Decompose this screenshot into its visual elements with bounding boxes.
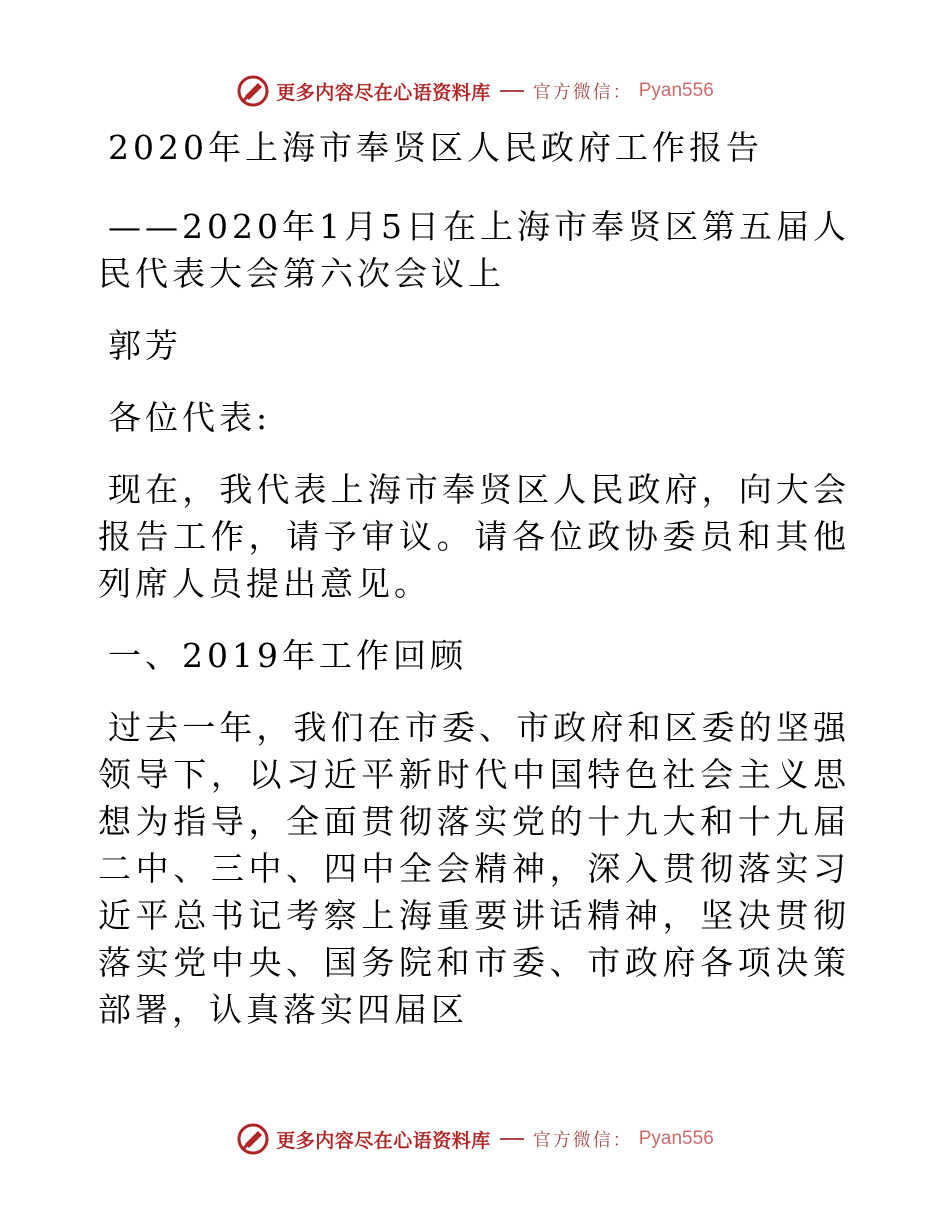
document-title: 2020年上海市奉贤区人民政府工作报告: [108, 128, 763, 167]
banner-wechat-label: 官方微信：: [532, 1130, 633, 1151]
section-heading: 一、2019年工作回顾: [108, 636, 467, 675]
document-paragraph: 现在，我代表上海市奉贤区人民政府，向大会报告工作，请予审议。请各位政协委员和其他列席人员提出意见。: [98, 470, 850, 603]
footer-watermark-banner: [0, 1119, 950, 1159]
document-body: [98, 124, 850, 1058]
banner-wechat-id: Pyan556: [638, 1128, 714, 1149]
brand-logo-icon: [236, 74, 270, 108]
document-paragraph: 过去一年，我们在市委、市政府和区委的坚强领导下，以习近平新时代中国特色社会主义思想为指导，全面贯彻落实党的十九大和十九届二中、三中、四中全会精神，深入贯彻落实习近平总书记考察上海重要讲话精神，坚决贯彻落实党中央、国务院和市委、市政府各项决策部署，认真落实四届区: [98, 708, 850, 1029]
banner-main-text: 更多内容尽在心语资料库: [276, 1129, 491, 1152]
banner-main-text: 更多内容尽在心语资料库: [276, 81, 491, 104]
document-salutation: 各位代表:: [108, 398, 272, 437]
banner-dash-divider: [500, 1138, 524, 1140]
banner-wechat-id: Pyan556: [638, 80, 714, 101]
header-watermark-banner: [0, 71, 950, 111]
banner-wechat-label: 官方微信：: [532, 82, 633, 103]
document-author: 郭芳: [108, 326, 182, 365]
brand-logo-icon: [236, 1122, 270, 1156]
document-subtitle: ——2020年1月5日在上海市奉贤区第五届人民代表大会第六次会议上: [98, 207, 850, 293]
banner-dash-divider: [500, 90, 524, 92]
